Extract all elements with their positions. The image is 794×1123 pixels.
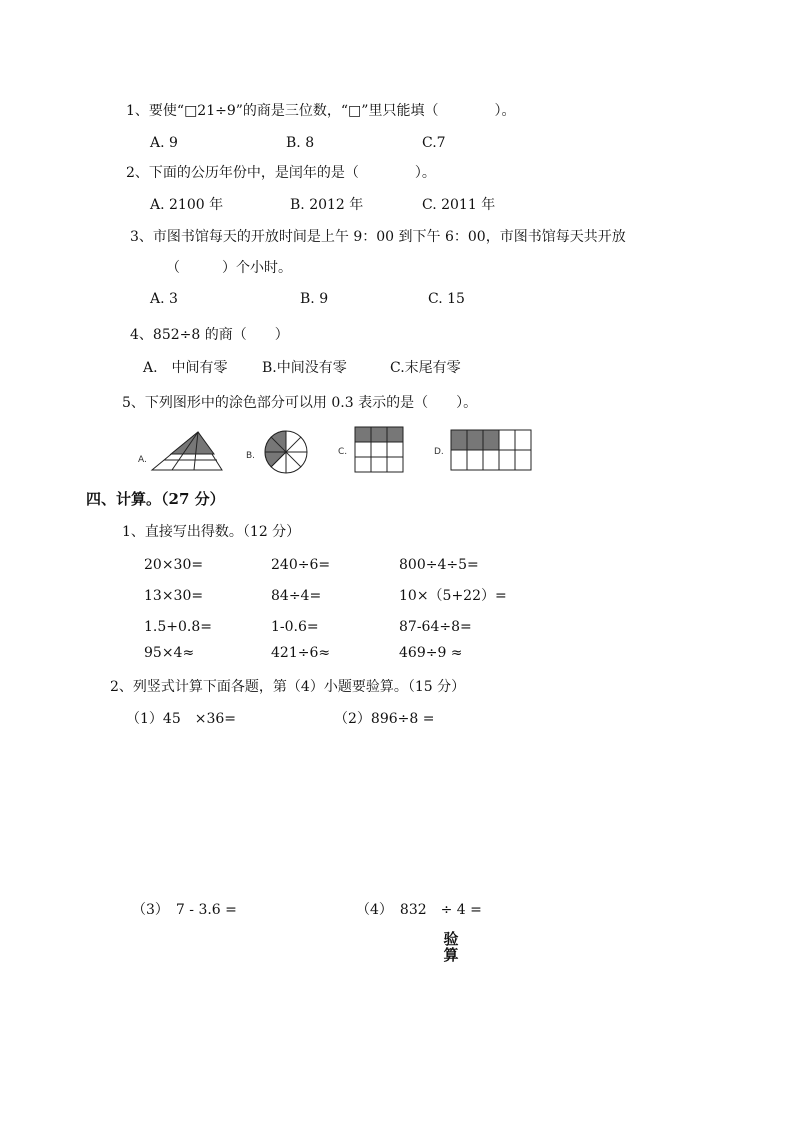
section-heading: 四、计算。（27 分） [86,490,225,508]
q5-figure-d-label: D. [434,447,444,457]
q5-figure-a-label: A. [138,455,147,465]
q5-figure-c-label: C. [338,447,348,457]
calc-item: 84÷4= [271,588,322,604]
part2-title: 2、列竖式计算下面各题，第（4）小题要验算。（15 分） [110,679,466,695]
vertical-calc-2: （2）896÷8 = [334,711,435,727]
calc-item: 240÷6= [271,557,331,573]
calc-item: 421÷6≈ [271,645,331,661]
calc-item: 20×30= [144,557,204,573]
vertical-calc-3: （3） 7 - 3.6 = [132,902,237,918]
calc-item: 1-0.6= [271,619,319,635]
calc-item: 469÷9 ≈ [399,645,463,661]
q5-stem: 5、下列图形中的涂色部分可以用 0.3 表示的是（ ）。 [122,395,478,411]
vertical-calc-1: （1）45 ×36= [126,711,236,727]
q5-figure-a [136,424,232,476]
q3-stem: 3、市图书馆每天的开放时间是上午 9：00 到下午 6：00，市图书馆每天共开放 [130,229,626,245]
q4-option-c: C.末尾有零 [390,360,461,376]
triangle-shaded-part [171,432,214,454]
calc-item: 800÷4÷5= [399,557,479,573]
calc-item: 10×（5+22）= [399,588,507,604]
calc-item: 13×30= [144,588,204,604]
check-label-char-2: 算 [443,946,459,964]
calc-item: 87-64÷8= [399,619,472,635]
calc-item: 1.5+0.8= [144,619,212,635]
q2-option-b: B. 2012 年 [290,197,364,213]
q1-stem: 1、要使“□21÷9”的商是三位数，“□”里只能填（ ）。 [126,103,516,119]
calc-item: 95×4≈ [144,645,195,661]
q4-option-a: A. 中间有零 [143,360,228,376]
vertical-calc-4: （4） 832 ÷ 4 = [356,902,482,918]
q5-figure-b-label: B. [246,451,256,461]
q3-option-b: B. 9 [300,291,329,307]
q1-option-a: A. 9 [150,135,178,151]
q2-stem: 2、下面的公历年份中，是闰年的是（ ）。 [126,165,436,181]
grid-c-shaded-row [355,427,403,442]
part1-title: 1、直接写出得数。（12 分） [122,524,301,540]
q5-figure-b [244,428,314,476]
q2-option-c: C. 2011 年 [422,197,496,213]
q4-option-b: B.中间没有零 [262,360,347,376]
q5-figure-c [336,424,408,476]
q1-option-b: B. 8 [286,135,315,151]
q3-option-c: C. 15 [428,291,465,307]
q5-figure-d [432,426,536,476]
q3-stem-continued: （ ）个小时。 [166,260,292,276]
q2-option-a: A. 2100 年 [150,197,224,213]
check-label-char-1: 验 [443,930,459,948]
q3-option-a: A. 3 [150,291,178,307]
q4-stem: 4、852÷8 的商（ ） [130,327,289,343]
q1-option-c: C.7 [422,135,446,151]
grid-d-shaded-cells [451,430,499,450]
